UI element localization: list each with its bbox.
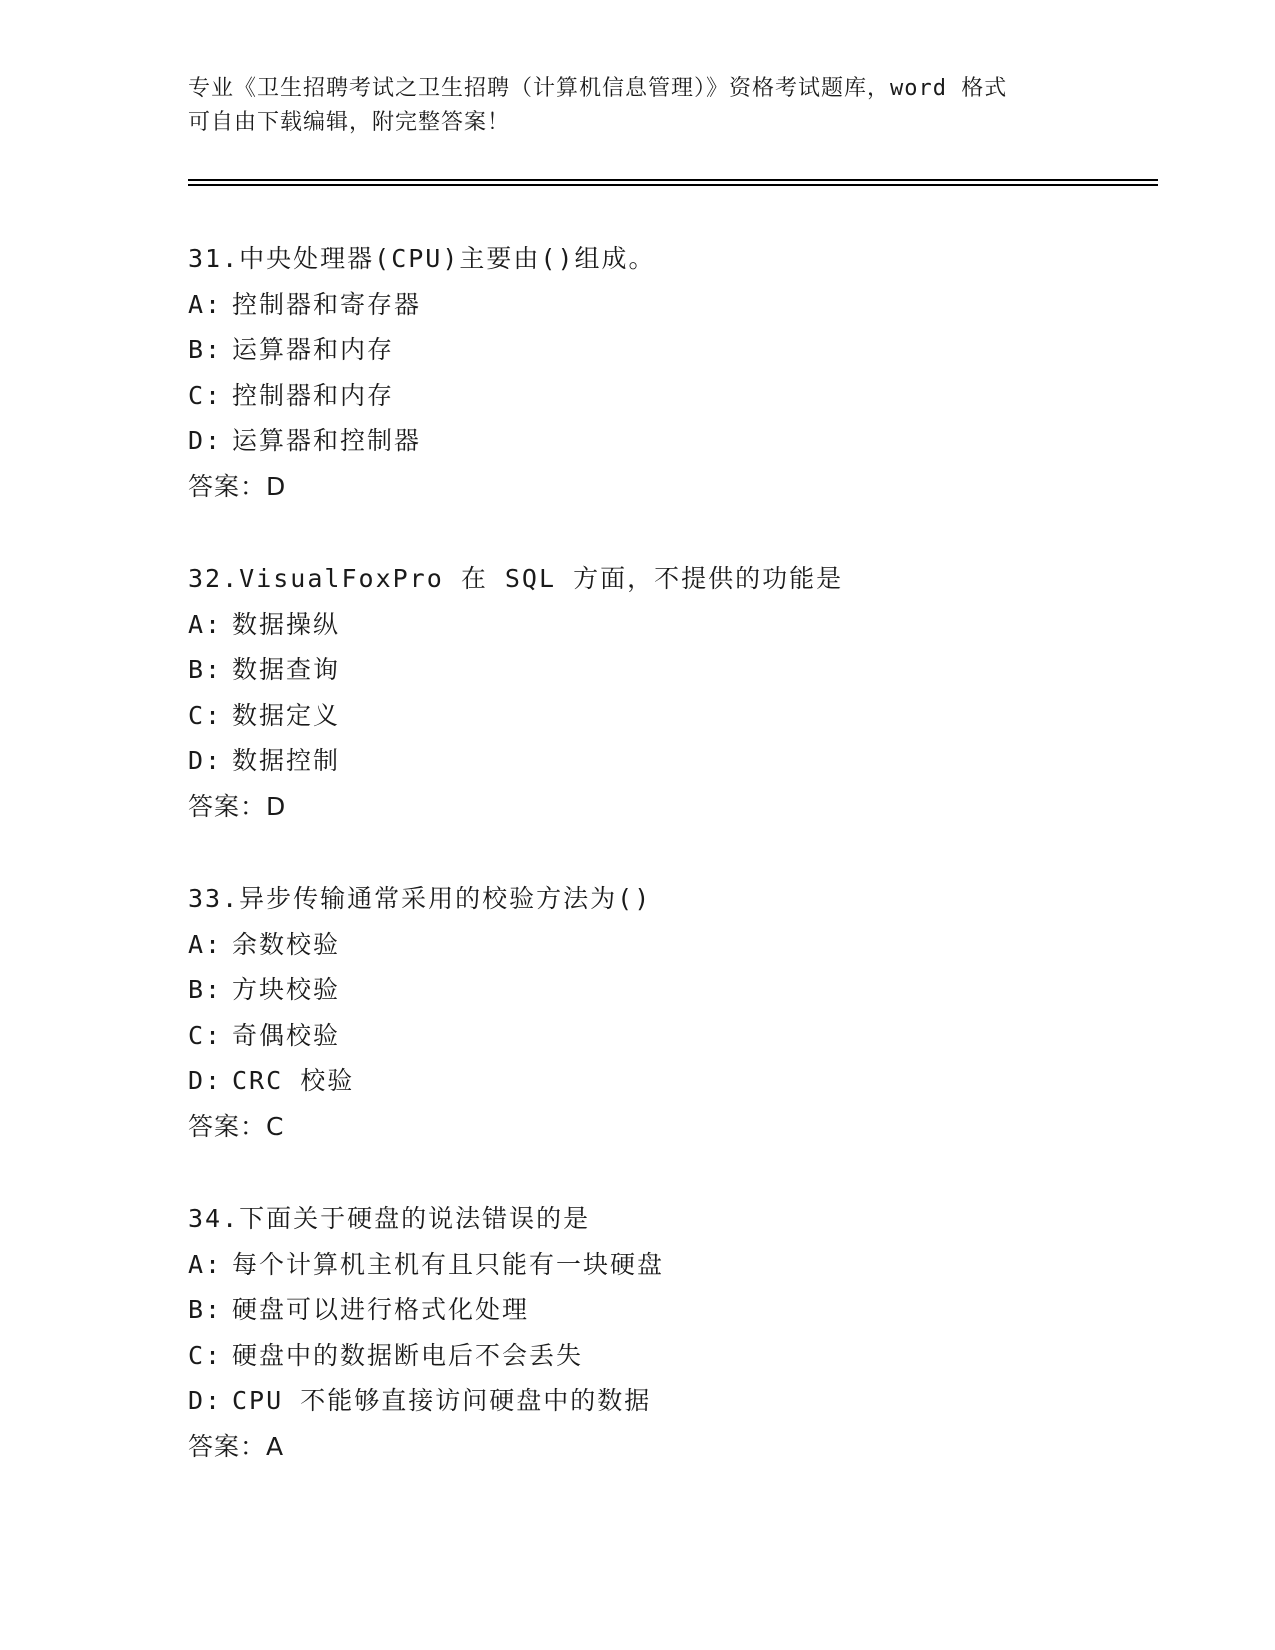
option-text: CPU 不能够直接访问硬盘中的数据 — [232, 1386, 652, 1415]
header-divider-bottom — [188, 184, 1158, 186]
option-letter: C: — [188, 1340, 223, 1370]
option-c — [188, 693, 1128, 739]
option-letter: B: — [188, 1295, 223, 1324]
option-b — [188, 327, 1128, 373]
question-block — [188, 1196, 1128, 1469]
question-block — [188, 876, 1128, 1149]
option-text: 运算器和控制器 — [232, 426, 422, 455]
option-letter: A: — [188, 609, 223, 639]
option-text: 每个计算机主机有且只能有一块硬盘 — [232, 1249, 665, 1279]
option-letter: D: — [188, 426, 223, 455]
option-d — [188, 738, 1128, 784]
option-b — [188, 967, 1128, 1013]
question-title: 31.中央处理器(CPU)主要由()组成。 — [188, 244, 656, 273]
option-text: 运算器和内存 — [232, 335, 395, 364]
answer-line: 答案：D — [188, 791, 287, 821]
option-text: 硬盘可以进行格式化处理 — [232, 1295, 530, 1324]
option-d — [188, 418, 1128, 464]
option-b — [188, 1287, 1128, 1333]
option-c — [188, 1013, 1128, 1059]
option-letter: B: — [188, 335, 223, 364]
option-text: 控制器和内存 — [232, 380, 395, 410]
option-letter: D: — [188, 1066, 223, 1095]
option-c — [188, 1333, 1128, 1379]
answer-line: 答案：D — [188, 471, 287, 501]
option-a — [188, 602, 1128, 648]
option-c — [188, 373, 1128, 419]
answer-line: 答案：C — [188, 1111, 285, 1141]
question-title: 33.异步传输通常采用的校验方法为() — [188, 884, 652, 913]
option-d — [188, 1378, 1128, 1424]
option-letter: D: — [188, 746, 223, 775]
option-text: 数据查询 — [232, 655, 341, 684]
option-text: 控制器和寄存器 — [232, 289, 422, 319]
option-a — [188, 282, 1128, 328]
option-letter: C: — [188, 700, 223, 730]
option-text: 硬盘中的数据断电后不会丢失 — [232, 1340, 584, 1370]
option-text: 余数校验 — [232, 929, 341, 959]
option-letter: D: — [188, 1386, 223, 1415]
header-line-1: 专业《卫生招聘考试之卫生招聘（计算机信息管理）》资格考试题库，word 格式 — [188, 76, 1008, 101]
option-b — [188, 647, 1128, 693]
option-letter: B: — [188, 655, 223, 684]
option-d — [188, 1058, 1128, 1104]
header-line-2: 可自由下载编辑，附完整答案！ — [188, 110, 511, 135]
option-text: 奇偶校验 — [232, 1020, 341, 1050]
option-letter: C: — [188, 380, 223, 410]
header-divider-top — [188, 179, 1158, 181]
option-text: 数据控制 — [232, 746, 341, 775]
option-letter: B: — [188, 975, 223, 1004]
option-a — [188, 1242, 1128, 1288]
option-text: CRC 校验 — [232, 1066, 355, 1095]
question-title: 34.下面关于硬盘的说法错误的是 — [188, 1204, 591, 1233]
option-letter: A: — [188, 929, 223, 959]
question-title: 32.VisualFoxPro 在 SQL 方面，不提供的功能是 — [188, 564, 844, 593]
option-a — [188, 922, 1128, 968]
option-letter: A: — [188, 1249, 223, 1279]
option-letter: C: — [188, 1020, 223, 1050]
option-text: 方块校验 — [232, 975, 341, 1004]
answer-line: 答案：A — [188, 1431, 285, 1461]
option-text: 数据操纵 — [232, 609, 341, 639]
option-text: 数据定义 — [232, 700, 341, 730]
option-letter: A: — [188, 289, 223, 319]
question-block — [188, 236, 1128, 509]
document-header — [188, 72, 1088, 140]
question-block — [188, 556, 1128, 829]
